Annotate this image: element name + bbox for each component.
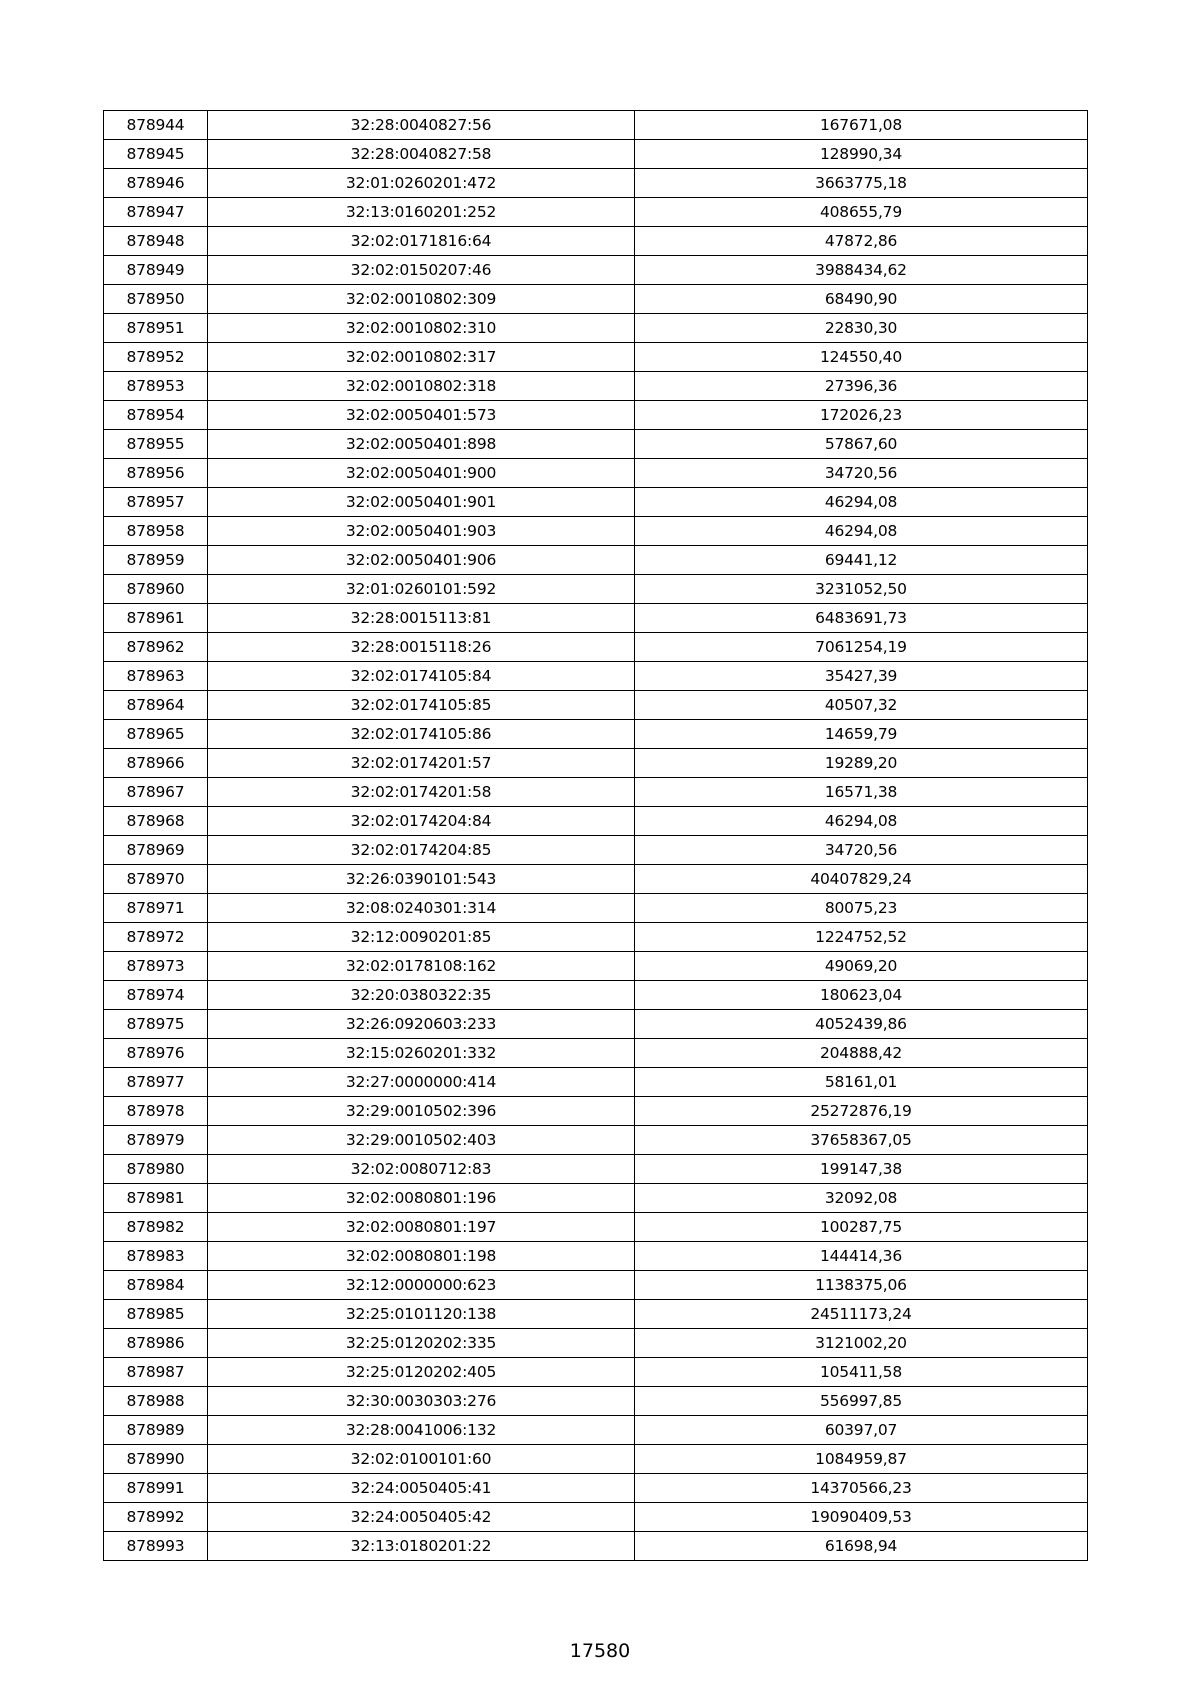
cadastral-number-cell: 32:28:0041006:132 — [208, 1416, 635, 1445]
cadastral-number-cell: 32:02:0010802:318 — [208, 372, 635, 401]
cadastral-number-cell: 32:30:0030303:276 — [208, 1387, 635, 1416]
cadastral-number-cell: 32:01:0260101:592 — [208, 575, 635, 604]
cadastral-number-cell: 32:02:0050401:901 — [208, 488, 635, 517]
cadastral-value-cell: 4052439,86 — [635, 1010, 1088, 1039]
record-number-cell: 878951 — [104, 314, 208, 343]
table-row — [104, 662, 1088, 691]
record-number-cell: 878953 — [104, 372, 208, 401]
table-row — [104, 1474, 1088, 1503]
table-row — [104, 894, 1088, 923]
cadastral-number-cell: 32:02:0050401:573 — [208, 401, 635, 430]
record-number-cell: 878991 — [104, 1474, 208, 1503]
cadastral-number-cell: 32:20:0380322:35 — [208, 981, 635, 1010]
cadastral-value-cell: 105411,58 — [635, 1358, 1088, 1387]
cadastral-number-cell: 32:02:0080712:83 — [208, 1155, 635, 1184]
record-number-cell: 878988 — [104, 1387, 208, 1416]
cadastral-number-cell: 32:01:0260201:472 — [208, 169, 635, 198]
table-row — [104, 1010, 1088, 1039]
cadastral-value-cell: 14370566,23 — [635, 1474, 1088, 1503]
table-row — [104, 140, 1088, 169]
cadastral-value-cell: 61698,94 — [635, 1532, 1088, 1561]
cadastral-value-cell: 128990,34 — [635, 140, 1088, 169]
record-number-cell: 878992 — [104, 1503, 208, 1532]
table-row — [104, 1271, 1088, 1300]
cadastral-value-cell: 27396,36 — [635, 372, 1088, 401]
record-number-cell: 878978 — [104, 1097, 208, 1126]
cadastral-number-cell: 32:02:0171816:64 — [208, 227, 635, 256]
cadastral-value-cell: 3663775,18 — [635, 169, 1088, 198]
cadastral-value-cell: 3231052,50 — [635, 575, 1088, 604]
cadastral-value-table — [103, 110, 1088, 1561]
cadastral-number-cell: 32:02:0174105:85 — [208, 691, 635, 720]
cadastral-number-cell: 32:02:0178108:162 — [208, 952, 635, 981]
table-row — [104, 256, 1088, 285]
cadastral-value-cell: 124550,40 — [635, 343, 1088, 372]
record-number-cell: 878958 — [104, 517, 208, 546]
cadastral-value-cell: 68490,90 — [635, 285, 1088, 314]
record-number-cell: 878957 — [104, 488, 208, 517]
table-row — [104, 227, 1088, 256]
cadastral-value-cell: 46294,08 — [635, 517, 1088, 546]
cadastral-value-cell: 16571,38 — [635, 778, 1088, 807]
table-row — [104, 807, 1088, 836]
table-row — [104, 1184, 1088, 1213]
record-number-cell: 878993 — [104, 1532, 208, 1561]
record-number-cell: 878966 — [104, 749, 208, 778]
cadastral-number-cell: 32:24:0050405:41 — [208, 1474, 635, 1503]
cadastral-value-cell: 46294,08 — [635, 488, 1088, 517]
table-row — [104, 1300, 1088, 1329]
cadastral-number-cell: 32:28:0015113:81 — [208, 604, 635, 633]
cadastral-value-cell: 37658367,05 — [635, 1126, 1088, 1155]
record-number-cell: 878986 — [104, 1329, 208, 1358]
table-row — [104, 1039, 1088, 1068]
table-row — [104, 952, 1088, 981]
table-row — [104, 372, 1088, 401]
table-row — [104, 169, 1088, 198]
table-row — [104, 575, 1088, 604]
cadastral-value-cell: 40407829,24 — [635, 865, 1088, 894]
cadastral-value-cell: 172026,23 — [635, 401, 1088, 430]
record-number-cell: 878970 — [104, 865, 208, 894]
table-row — [104, 778, 1088, 807]
cadastral-number-cell: 32:02:0050401:900 — [208, 459, 635, 488]
cadastral-number-cell: 32:02:0174105:86 — [208, 720, 635, 749]
cadastral-value-cell: 60397,07 — [635, 1416, 1088, 1445]
record-number-cell: 878967 — [104, 778, 208, 807]
table-row — [104, 720, 1088, 749]
table-row — [104, 1213, 1088, 1242]
cadastral-number-cell: 32:02:0050401:903 — [208, 517, 635, 546]
record-number-cell: 878968 — [104, 807, 208, 836]
record-number-cell: 878975 — [104, 1010, 208, 1039]
table-row — [104, 1155, 1088, 1184]
table-row — [104, 749, 1088, 778]
cadastral-value-cell: 46294,08 — [635, 807, 1088, 836]
record-number-cell: 878963 — [104, 662, 208, 691]
cadastral-number-cell: 32:24:0050405:42 — [208, 1503, 635, 1532]
cadastral-value-cell: 6483691,73 — [635, 604, 1088, 633]
cadastral-number-cell: 32:02:0150207:46 — [208, 256, 635, 285]
record-number-cell: 878990 — [104, 1445, 208, 1474]
table-row — [104, 546, 1088, 575]
table-row — [104, 1329, 1088, 1358]
record-number-cell: 878989 — [104, 1416, 208, 1445]
table-row — [104, 981, 1088, 1010]
table-row — [104, 633, 1088, 662]
record-number-cell: 878960 — [104, 575, 208, 604]
record-number-cell: 878985 — [104, 1300, 208, 1329]
record-number-cell: 878950 — [104, 285, 208, 314]
cadastral-number-cell: 32:28:0015118:26 — [208, 633, 635, 662]
table-row — [104, 1126, 1088, 1155]
cadastral-value-cell: 32092,08 — [635, 1184, 1088, 1213]
record-number-cell: 878979 — [104, 1126, 208, 1155]
cadastral-number-cell: 32:12:0000000:623 — [208, 1271, 635, 1300]
table-row — [104, 430, 1088, 459]
record-number-cell: 878962 — [104, 633, 208, 662]
record-number-cell: 878983 — [104, 1242, 208, 1271]
record-number-cell: 878969 — [104, 836, 208, 865]
cadastral-value-cell: 180623,04 — [635, 981, 1088, 1010]
cadastral-number-cell: 32:02:0174201:58 — [208, 778, 635, 807]
table-row — [104, 1445, 1088, 1474]
record-number-cell: 878954 — [104, 401, 208, 430]
cadastral-number-cell: 32:27:0000000:414 — [208, 1068, 635, 1097]
record-number-cell: 878974 — [104, 981, 208, 1010]
record-number-cell: 878964 — [104, 691, 208, 720]
table-row — [104, 1416, 1088, 1445]
cadastral-value-cell: 80075,23 — [635, 894, 1088, 923]
record-number-cell: 878972 — [104, 923, 208, 952]
cadastral-number-cell: 32:28:0040827:56 — [208, 111, 635, 140]
cadastral-value-cell: 34720,56 — [635, 836, 1088, 865]
cadastral-number-cell: 32:25:0120202:405 — [208, 1358, 635, 1387]
cadastral-number-cell: 32:02:0174105:84 — [208, 662, 635, 691]
cadastral-value-cell: 1138375,06 — [635, 1271, 1088, 1300]
record-number-cell: 878947 — [104, 198, 208, 227]
cadastral-value-cell: 24511173,24 — [635, 1300, 1088, 1329]
record-number-cell: 878987 — [104, 1358, 208, 1387]
table-row — [104, 198, 1088, 227]
cadastral-number-cell: 32:25:0120202:335 — [208, 1329, 635, 1358]
cadastral-number-cell: 32:15:0260201:332 — [208, 1039, 635, 1068]
record-number-cell: 878973 — [104, 952, 208, 981]
table-row — [104, 517, 1088, 546]
table-row — [104, 865, 1088, 894]
cadastral-number-cell: 32:02:0174201:57 — [208, 749, 635, 778]
cadastral-value-cell: 556997,85 — [635, 1387, 1088, 1416]
cadastral-number-cell: 32:26:0920603:233 — [208, 1010, 635, 1039]
table-row — [104, 1358, 1088, 1387]
record-number-cell: 878961 — [104, 604, 208, 633]
cadastral-number-cell: 32:25:0101120:138 — [208, 1300, 635, 1329]
record-number-cell: 878971 — [104, 894, 208, 923]
table-row — [104, 285, 1088, 314]
record-number-cell: 878959 — [104, 546, 208, 575]
record-number-cell: 878982 — [104, 1213, 208, 1242]
cadastral-number-cell: 32:02:0010802:310 — [208, 314, 635, 343]
record-number-cell: 878965 — [104, 720, 208, 749]
cadastral-value-cell: 40507,32 — [635, 691, 1088, 720]
record-number-cell: 878977 — [104, 1068, 208, 1097]
cadastral-value-cell: 199147,38 — [635, 1155, 1088, 1184]
record-number-cell: 878981 — [104, 1184, 208, 1213]
cadastral-value-cell: 34720,56 — [635, 459, 1088, 488]
cadastral-value-cell: 3988434,62 — [635, 256, 1088, 285]
table-row — [104, 314, 1088, 343]
table-row — [104, 401, 1088, 430]
cadastral-value-cell: 100287,75 — [635, 1213, 1088, 1242]
cadastral-number-cell: 32:29:0010502:403 — [208, 1126, 635, 1155]
cadastral-value-cell: 204888,42 — [635, 1039, 1088, 1068]
record-number-cell: 878980 — [104, 1155, 208, 1184]
cadastral-value-cell: 35427,39 — [635, 662, 1088, 691]
record-number-cell: 878955 — [104, 430, 208, 459]
record-number-cell: 878946 — [104, 169, 208, 198]
cadastral-value-cell: 57867,60 — [635, 430, 1088, 459]
cadastral-number-cell: 32:02:0010802:309 — [208, 285, 635, 314]
table-row — [104, 459, 1088, 488]
cadastral-number-cell: 32:02:0080801:196 — [208, 1184, 635, 1213]
table-row — [104, 1097, 1088, 1126]
cadastral-value-cell: 47872,86 — [635, 227, 1088, 256]
table-row — [104, 1068, 1088, 1097]
record-number-cell: 878948 — [104, 227, 208, 256]
cadastral-number-cell: 32:02:0050401:906 — [208, 546, 635, 575]
cadastral-number-cell: 32:12:0090201:85 — [208, 923, 635, 952]
record-number-cell: 878949 — [104, 256, 208, 285]
record-number-cell: 878945 — [104, 140, 208, 169]
cadastral-value-cell: 167671,08 — [635, 111, 1088, 140]
cadastral-value-cell: 1224752,52 — [635, 923, 1088, 952]
cadastral-value-cell: 144414,36 — [635, 1242, 1088, 1271]
record-number-cell: 878952 — [104, 343, 208, 372]
cadastral-number-cell: 32:02:0174204:85 — [208, 836, 635, 865]
cadastral-value-cell: 3121002,20 — [635, 1329, 1088, 1358]
record-number-cell: 878976 — [104, 1039, 208, 1068]
table-row — [104, 604, 1088, 633]
record-number-cell: 878956 — [104, 459, 208, 488]
record-number-cell: 878944 — [104, 111, 208, 140]
cadastral-number-cell: 32:02:0174204:84 — [208, 807, 635, 836]
cadastral-value-cell: 19090409,53 — [635, 1503, 1088, 1532]
cadastral-number-cell: 32:26:0390101:543 — [208, 865, 635, 894]
table-row — [104, 836, 1088, 865]
table-row — [104, 111, 1088, 140]
cadastral-value-cell: 25272876,19 — [635, 1097, 1088, 1126]
page-number: 17580 — [569, 1640, 631, 1662]
cadastral-number-cell: 32:28:0040827:58 — [208, 140, 635, 169]
table-row — [104, 1387, 1088, 1416]
table-row — [104, 1242, 1088, 1271]
cadastral-number-cell: 32:02:0050401:898 — [208, 430, 635, 459]
cadastral-value-cell: 22830,30 — [635, 314, 1088, 343]
cadastral-value-cell: 58161,01 — [635, 1068, 1088, 1097]
cadastral-value-cell: 408655,79 — [635, 198, 1088, 227]
table-row — [104, 343, 1088, 372]
table-body — [104, 111, 1088, 1561]
cadastral-number-cell: 32:02:0080801:197 — [208, 1213, 635, 1242]
cadastral-number-cell: 32:13:0160201:252 — [208, 198, 635, 227]
cadastral-value-cell: 14659,79 — [635, 720, 1088, 749]
cadastral-number-cell: 32:02:0080801:198 — [208, 1242, 635, 1271]
cadastral-value-cell: 7061254,19 — [635, 633, 1088, 662]
cadastral-value-cell: 1084959,87 — [635, 1445, 1088, 1474]
cadastral-number-cell: 32:08:0240301:314 — [208, 894, 635, 923]
cadastral-value-cell: 49069,20 — [635, 952, 1088, 981]
cadastral-value-cell: 19289,20 — [635, 749, 1088, 778]
cadastral-number-cell: 32:29:0010502:396 — [208, 1097, 635, 1126]
table-row — [104, 488, 1088, 517]
table-row — [104, 923, 1088, 952]
cadastral-value-cell: 69441,12 — [635, 546, 1088, 575]
cadastral-number-cell: 32:02:0100101:60 — [208, 1445, 635, 1474]
record-number-cell: 878984 — [104, 1271, 208, 1300]
cadastral-number-cell: 32:02:0010802:317 — [208, 343, 635, 372]
table-row — [104, 1503, 1088, 1532]
cadastral-number-cell: 32:13:0180201:22 — [208, 1532, 635, 1561]
table-row — [104, 691, 1088, 720]
table-row — [104, 1532, 1088, 1561]
